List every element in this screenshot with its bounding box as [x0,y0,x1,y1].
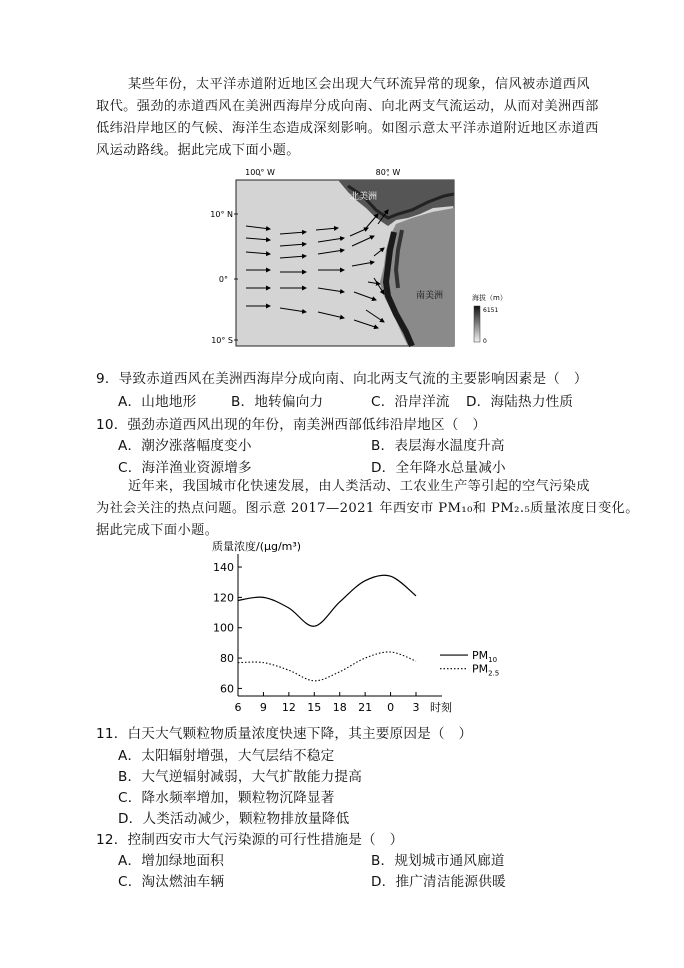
passage-2-line: 据此完成下面小题。 [96,523,219,538]
south-america-label: 南美洲 [416,291,444,301]
question-9-stem: 9．导致赤道西风在美洲西海岸分成向南、向北两支气流的主要影响因素是（ ） [96,371,588,387]
x-tick-label: 12 [281,701,296,714]
question-9-option-d[interactable]: D．海陆热力性质 [466,394,574,410]
lat-label: 0° [218,275,228,284]
question-12-option-d[interactable]: D．推广清洁能源供暖 [371,874,506,890]
legend-label: $PM_{10}$ [472,649,498,665]
chart-ylabel: 质量浓度/(μg/m³) [212,540,302,553]
y-tick-label: 140 [213,561,234,575]
x-tick-label: 15 [307,701,322,714]
y-axis [213,554,242,696]
lat-label: 10° N [210,210,233,219]
x-tick-label: 0 [387,701,395,714]
elevation-legend-min: 0 [483,338,487,345]
x-tick-label: 3 [412,701,420,714]
equatorial-westerly-map [198,166,507,352]
question-10-option-d[interactable]: D．全年降水总量减小 [371,460,506,476]
series-line-pm10 [238,575,416,626]
elevation-legend-max: 6151 [483,307,499,314]
question-9-option-a[interactable]: A．山地地形 [118,394,197,410]
north-america-label: 北美洲 [350,192,378,202]
legend-label: $PM_{2.5}$ [472,662,500,678]
question-10-option-a[interactable]: A．潮汐涨落幅度变小 [118,438,252,454]
elevation-legend [472,293,507,345]
series-line-pm25 [238,652,416,681]
y-tick-label: 120 [213,591,234,605]
x-axis [235,692,443,714]
x-tick-label: 9 [259,701,267,714]
passage-2-line: 近年来，我国城市化快速发展，由人类活动、工农业生产等引起的空气污染成 [128,479,590,494]
lat-label: 10° S [211,336,233,345]
y-tick-label: 60 [220,682,234,696]
question-12-option-c[interactable]: C．淘汰燃油车辆 [118,874,225,890]
question-9-option-b[interactable]: B．地转偏向力 [231,394,324,410]
x-tick-label: 18 [332,701,347,714]
question-11-option-a[interactable]: A．太阳辐射增强，大气层结不稳定 [118,748,335,764]
question-12-option-a[interactable]: A．增加绿地面积 [118,853,225,869]
question-12-stem: 12．控制西安市大气污染源的可行性措施是（ ） [96,832,404,848]
question-10-option-b[interactable]: B．表层海水温度升高 [371,438,505,454]
question-11-stem: 11．白天大气颗粒物质量浓度快速下降，其主要原因是（ ） [96,726,473,742]
passage-1-line: 某些年份，太平洋赤道附近地区会出现大气环流异常的现象，信风被赤道西风 [128,77,590,92]
passage-1-line: 低纬沿岸地区的气候、海洋生态造成深刻影响。如图示意太平洋赤道附近地区赤道西 [96,121,599,136]
question-10-option-c[interactable]: C．海洋渔业资源增多 [118,460,252,476]
x-tick-label: 21 [358,701,373,714]
question-10-stem: 10．强劲赤道西风出现的年份，南美洲西部低纬沿岸地区（ ） [96,417,487,433]
question-11-option-b[interactable]: B．大气逆辐射减弱，大气扩散能力提高 [118,769,363,785]
elevation-legend-title: 海拔（m） [472,294,507,302]
x-tick-label: 6 [234,701,242,714]
chart-xlabel: 时刻 [430,701,452,714]
pm-concentration-chart [204,536,504,722]
question-12-option-b[interactable]: B．规划城市通风廊道 [371,853,505,869]
question-9-option-c[interactable]: C．沿岸洋流 [371,394,450,410]
lon-label: 80° W [375,168,401,177]
passage-1-line: 取代。强劲的赤道西风在美洲西海岸分成向南、向北两支气流运动，从而对美洲西部 [96,99,599,114]
series-layer [238,575,416,681]
passage-2-line: 为社会关注的热点问题。图示意 2017—2021 年西安市 PM₁₀和 PM₂.₅质量浓度日变化。 [96,501,639,516]
passage-1-line: 风运动路线。据此完成下面小题。 [96,143,300,158]
lon-label: 100° W [245,168,275,177]
y-tick-label: 80 [220,652,234,666]
y-tick-label: 100 [213,621,234,635]
chart-legend [440,649,499,678]
question-11-option-d[interactable]: D．人类活动减少，颗粒物排放量降低 [118,811,350,827]
question-11-option-c[interactable]: C．降水频率增加，颗粒物沉降显著 [118,790,335,806]
